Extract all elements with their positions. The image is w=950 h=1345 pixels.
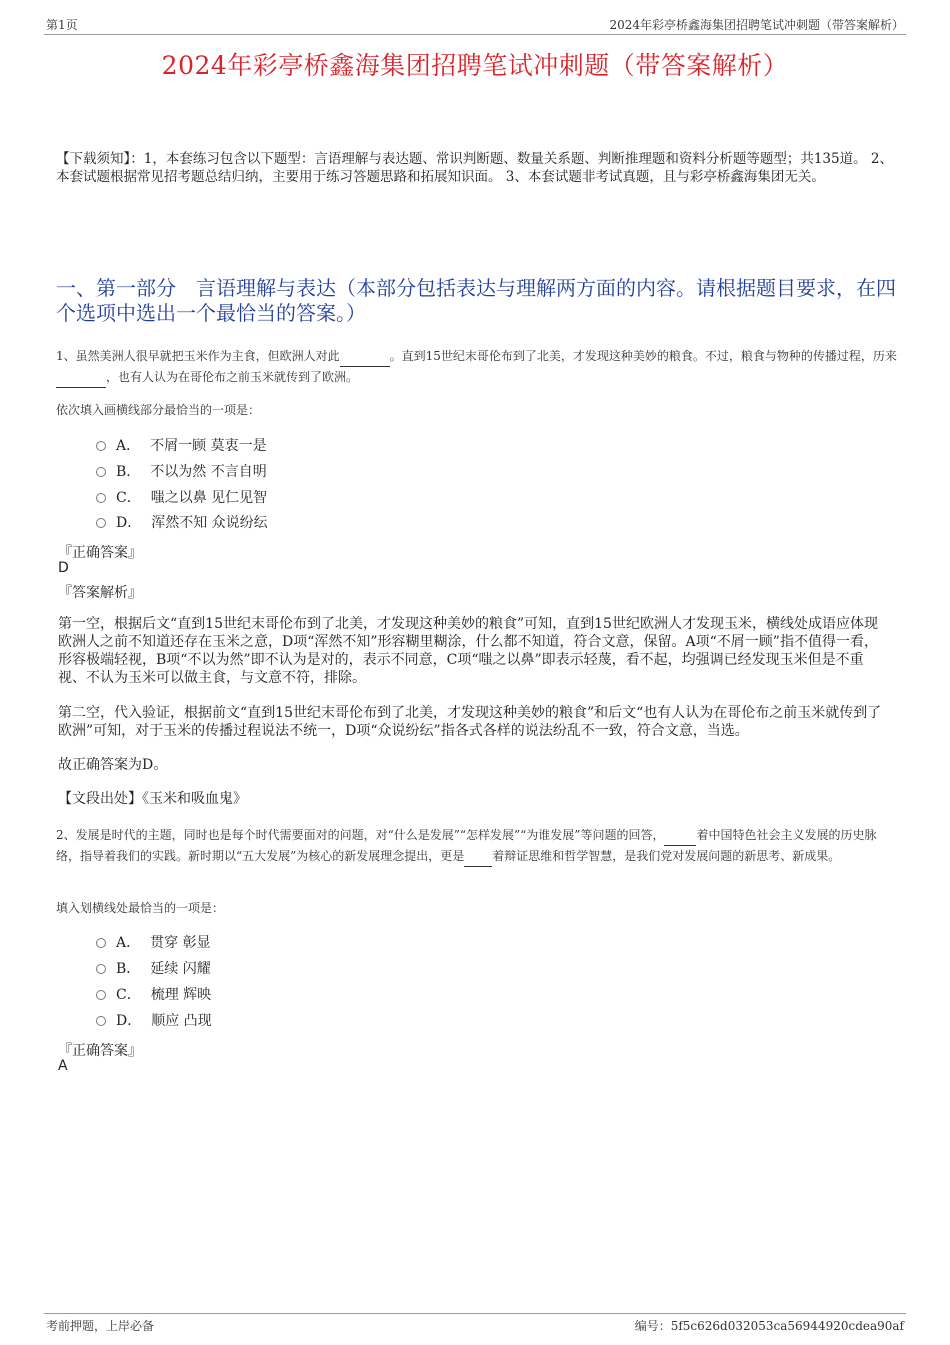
q2-text-b: 着中国特色社会主义发展的历史脉络，指导着我们的实践。新时期以“五大发展”为核心的新发展理念提出，更是 — [56, 828, 877, 863]
q1-option-b[interactable]: B． 不以为然 不言自明 — [96, 462, 267, 482]
q2-option-d[interactable]: D． 顺应 凸现 — [96, 1011, 212, 1031]
q2-answer: A — [58, 1058, 68, 1074]
question-1-stem — [56, 346, 898, 388]
q1-answer: D — [58, 560, 69, 576]
section-heading: 一、第一部分 言语理解与表达（本部分包括表达与理解两方面的内容。请根据题目要求，在四个选项中选出一个最恰当的答案。） — [56, 276, 896, 325]
radio-icon[interactable] — [96, 990, 106, 1000]
page-footer — [44, 1313, 906, 1334]
q1-analysis-label: 『答案解析』 — [58, 585, 142, 601]
q1-analysis-2: 第二空，代入验证，根据前文“直到15世纪末哥伦布到了北美，才发现这种美妙的粮食”和后文“也有人认为在哥伦布之前玉米就传到了欧洲”可知，对于玉米的传播过程说法不统一，D项“众说纷纭”指各式各样的说法纷乱不一致，符合文意，当选。 — [58, 705, 882, 739]
q1-blank-2 — [56, 367, 106, 388]
document-title: 2024年彩亭桥鑫海集团招聘笔试冲刺题（带答案解析） — [161, 51, 789, 80]
footer-slogan: 考前押题，上岸必备 — [46, 1319, 155, 1333]
q1-text-b: 。直到15世纪末哥伦布到了北美，才发现这种美妙的粮食。不过，粮食与物种的传播过程，历来 — [389, 349, 897, 363]
radio-icon[interactable] — [96, 493, 106, 503]
q2-text-c: 着辩证思维和哲学智慧，是我们党对发展问题的新思考、新成果。 — [492, 849, 841, 863]
q2-blank-2 — [464, 846, 492, 867]
page-header — [44, 14, 906, 35]
q1-text-c: ，也有人认为在哥伦布之前玉米就传到了欧洲。 — [106, 370, 359, 384]
q1-source: 【文段出处】《玉米和吸血鬼》 — [58, 791, 247, 807]
footer-doc-id: 编号：5f5c626d032053ca56944920cdea90af — [634, 1319, 904, 1333]
q1-answer-label: 『正确答案』 — [58, 545, 142, 561]
radio-icon[interactable] — [96, 1016, 106, 1026]
q2-prompt: 填入划横线处最恰当的一项是： — [56, 901, 225, 915]
q1-option-c[interactable]: C． 嗤之以鼻 见仁见智 — [96, 488, 267, 508]
radio-icon[interactable] — [96, 964, 106, 974]
radio-icon[interactable] — [96, 467, 106, 477]
q2-option-b[interactable]: B． 延续 闪耀 — [96, 959, 211, 979]
q1-text-a: 1、虽然美洲人很早就把玉米作为主食，但欧洲人对此 — [56, 349, 340, 363]
q1-prompt: 依次填入画横线部分最恰当的一项是： — [56, 403, 261, 417]
question-2-stem — [56, 825, 898, 867]
radio-icon[interactable] — [96, 938, 106, 948]
q1-conclusion: 故正确答案为D。 — [58, 757, 168, 773]
q1-blank-1 — [340, 346, 390, 367]
radio-icon[interactable] — [96, 518, 106, 528]
header-doc-title: 2024年彩亭桥鑫海集团招聘笔试冲刺题（带答案解析） — [609, 18, 904, 32]
radio-icon[interactable] — [96, 441, 106, 451]
q1-option-a[interactable]: A． 不屑一顾 莫衷一是 — [96, 436, 267, 456]
q2-option-a[interactable]: A． 贯穿 彰显 — [96, 933, 211, 953]
q2-answer-label: 『正确答案』 — [58, 1043, 142, 1059]
q1-analysis-1: 第一空，根据后文“直到15世纪末哥伦布到了北美，才发现这种美妙的粮食”可知，直到15世纪欧洲人才发现玉米，横线处成语应体现欧洲人之前不知道还存在玉米之意，D项“浑然不知”形容糊里糊涂，什么都不知道，符合文意，保留。A项“不屑一顾”指不值得一看，形容极端轻视，B项“不以为然”即不认为是对的，表示不同意，C项“嗤之以鼻”即表示轻蔑，看不起，均强调已经发现玉米但是不重视、不认为玉米可以做主食，与文意不符，排除。 — [58, 616, 878, 686]
q1-option-d[interactable]: D． 浑然不知 众说纷纭 — [96, 513, 268, 533]
page-number: 第1页 — [46, 18, 78, 32]
q2-blank-1 — [664, 825, 696, 846]
q2-text-a: 2、发展是时代的主题，同时也是每个时代需要面对的问题，对“什么是发展”“怎样发展”“为谁发展”等问题的回答， — [56, 828, 665, 842]
q2-option-c[interactable]: C． 梳理 辉映 — [96, 985, 211, 1005]
download-notice: 【下载须知】：1，本套练习包含以下题型：言语理解与表达题、常识判断题、数量关系题、判断推理题和资料分析题等题型；共135道。 2、本套试题根据常见招考题总结归纳，主要用于练习答题思路和拓展知识面。 3、本套试题非考试真题，且与彩亭桥鑫海集团无关。 — [56, 151, 893, 185]
